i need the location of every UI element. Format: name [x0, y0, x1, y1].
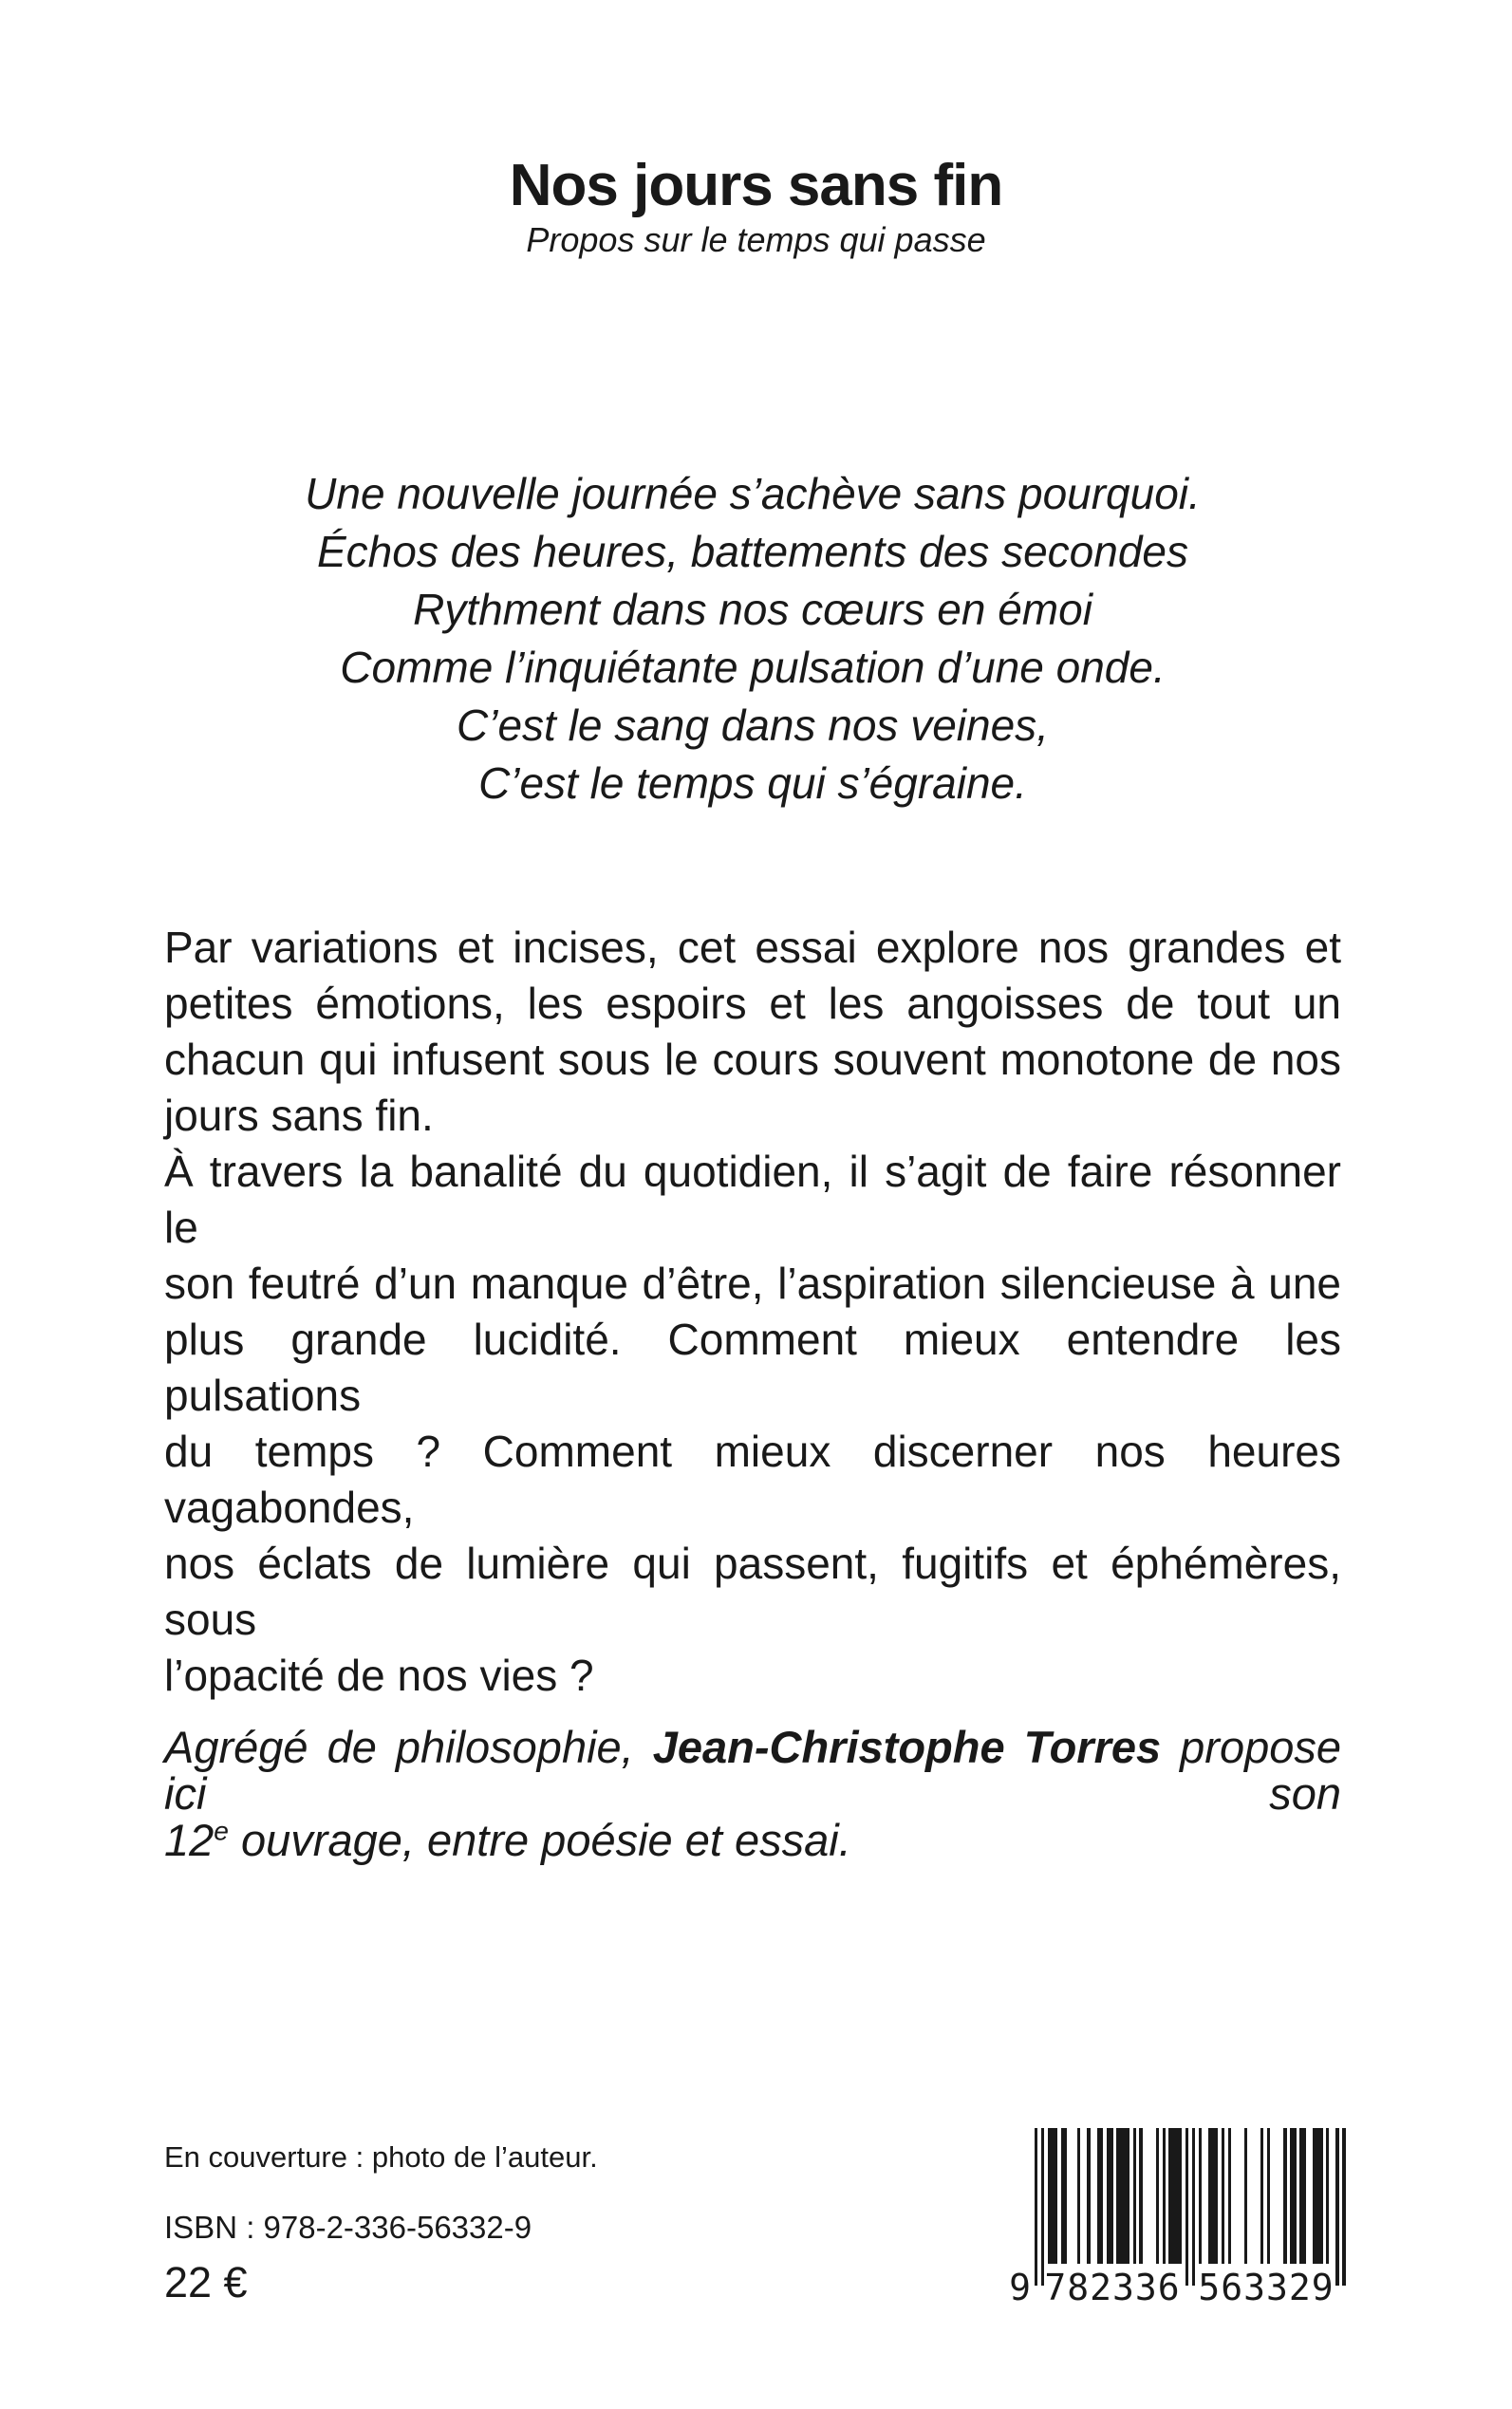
- barcode-bar: [1116, 2128, 1129, 2264]
- barcode-bar: [1313, 2128, 1322, 2264]
- author-bio-line: [164, 1817, 1341, 1863]
- poem-line: Comme l’inquiétante pulsation d’une onde.: [340, 643, 1166, 692]
- barcode-bar: [1192, 2128, 1195, 2286]
- author-bio-line: [164, 1724, 1341, 1817]
- synopsis-line: Par variations et incises, cet essai explore nos grandes et: [164, 923, 1341, 972]
- barcode-bar: [1283, 2128, 1286, 2264]
- barcode-left-digits: 782336: [1044, 2267, 1181, 2308]
- barcode-bar: [1185, 2128, 1188, 2286]
- book-title: Nos jours sans fin: [509, 153, 1003, 218]
- bio-text: ouvrage, entre poésie et essai.: [228, 1815, 851, 1865]
- synopsis-line: du temps ? Comment mieux discerner nos heures vagabondes,: [164, 1427, 1341, 1532]
- bio-text: propose ici son: [164, 1722, 1342, 1819]
- barcode-bar: [1097, 2128, 1104, 2264]
- barcode-bar: [1260, 2128, 1263, 2264]
- barcode-bar: [1163, 2128, 1166, 2264]
- synopsis-text: [164, 920, 1341, 1704]
- barcode-bar: [1061, 2128, 1068, 2264]
- barcode-bar: [1077, 2128, 1080, 2264]
- author-name: Jean-Christophe Torres: [652, 1722, 1162, 1772]
- barcode-bar: [1133, 2128, 1136, 2264]
- ean13-barcode: [995, 2128, 1355, 2308]
- barcode-bar: [1087, 2128, 1090, 2264]
- barcode-bar: [1326, 2128, 1329, 2264]
- bio-ordinal-suffix: e: [214, 1815, 229, 1846]
- barcode-bar: [1222, 2128, 1224, 2264]
- synopsis-line: À travers la banalité du quotidien, il s’agit de faire résonner le: [164, 1147, 1341, 1252]
- synopsis-line: l’opacité de nos vies ?: [164, 1651, 594, 1700]
- barcode-bars: [1035, 2128, 1346, 2286]
- cover-credit-note: En couverture : photo de l’auteur.: [164, 2140, 598, 2174]
- barcode-bar: [1048, 2128, 1057, 2264]
- barcode-right-digits: 563329: [1198, 2267, 1335, 2308]
- bio-ordinal-number: 12: [164, 1815, 215, 1865]
- barcode-bar: [1156, 2128, 1159, 2264]
- poem-line: Une nouvelle journée s’achève sans pourquoi.: [305, 469, 1201, 518]
- poem-line: Échos des heures, battements des secondes: [316, 527, 1188, 576]
- barcode-bar: [1208, 2128, 1218, 2264]
- book-subtitle: Propos sur le temps qui passe: [526, 220, 986, 259]
- bio-text: Agrégé de philosophie,: [164, 1722, 653, 1772]
- barcode-bar: [1107, 2128, 1113, 2264]
- barcode-bar: [1199, 2128, 1202, 2264]
- poem-line: Rythment dans nos cœurs en émoi: [413, 585, 1092, 634]
- synopsis-line: chacun qui infusent sous le cours souvent monotone de nos: [164, 1035, 1341, 1084]
- synopsis-line: plus grande lucidité. Comment mieux entendre les pulsations: [164, 1315, 1341, 1420]
- barcode-bar: [1168, 2128, 1182, 2264]
- barcode-bar: [1267, 2128, 1270, 2264]
- synopsis-line: nos éclats de lumière qui passent, fugitifs et éphémères, sous: [164, 1539, 1341, 1644]
- barcode-bar: [1299, 2128, 1306, 2264]
- barcode-bar: [1035, 2128, 1037, 2286]
- barcode-bar: [1228, 2128, 1231, 2264]
- synopsis-line: petites émotions, les espoirs et les angoisses de tout un: [164, 979, 1341, 1028]
- author-bio: [164, 1724, 1341, 1863]
- epigraph-poem: [164, 465, 1341, 812]
- barcode-bar: [1335, 2128, 1338, 2286]
- poem-line: C’est le temps qui s’égraine.: [478, 758, 1027, 808]
- barcode-bar: [1290, 2128, 1297, 2264]
- barcode-bar: [1041, 2128, 1044, 2286]
- synopsis-line: jours sans fin.: [164, 1091, 434, 1140]
- price: 22 €: [164, 2258, 248, 2306]
- isbn-number: ISBN : 978-2-336-56332-9: [164, 2210, 532, 2245]
- synopsis-line: son feutré d’un manque d’être, l’aspiration silencieuse à une: [164, 1259, 1341, 1308]
- barcode-bar: [1244, 2128, 1247, 2264]
- poem-line: C’est le sang dans nos veines,: [457, 700, 1049, 750]
- barcode-bar: [1342, 2128, 1345, 2286]
- barcode-first-digit: 9: [1009, 2267, 1031, 2308]
- barcode-bar: [1139, 2128, 1142, 2264]
